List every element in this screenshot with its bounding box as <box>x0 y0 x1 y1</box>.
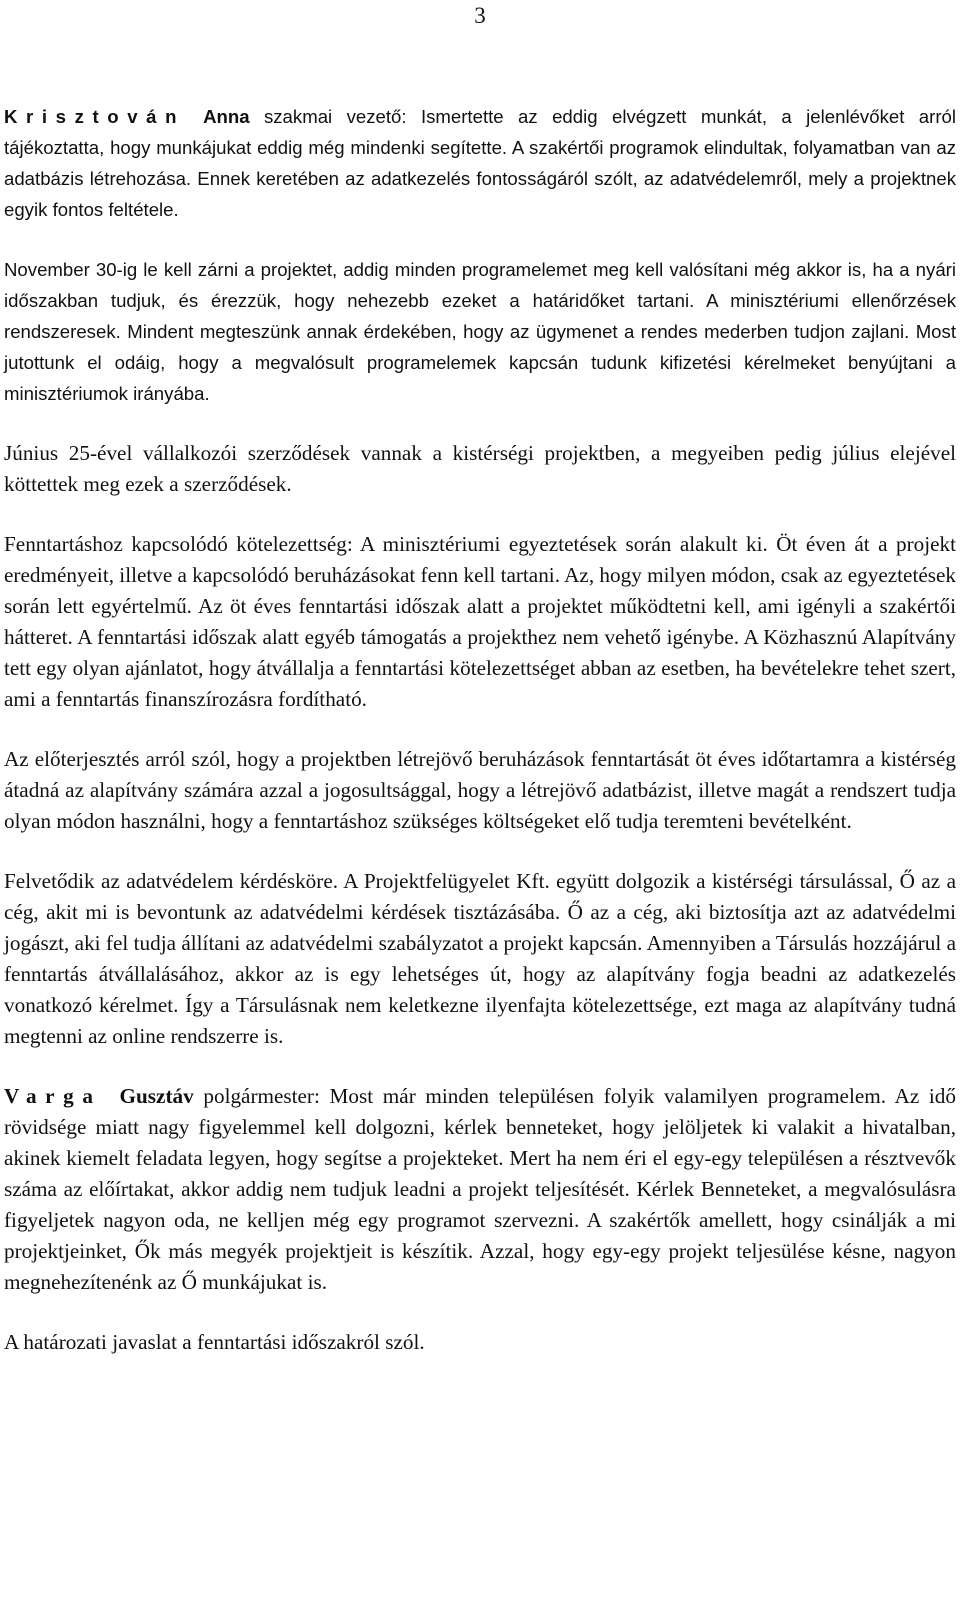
paragraph-resolution-proposal: A határozati javaslat a fenntartási időszakról szól. <box>4 1330 425 1354</box>
paragraph-text: polgármester: Most már minden településen folyik valamilyen programelem. Az idő rövidsége miatt nagy figyelemmel kell dolgozni, kérlek benneteket, hogy jelöljetek ki valakit a hivatalban, akinek kiemelt feladata legyen, hogy segítse a projekteket. Mert ha nem éri el egy-egy településen a résztvevők száma az előírtakat, akkor addig nem tudjuk leadni a projekt teljesítését. Kérlek Benneteket, a megvalósulásra figyeljetek nagyon oda, ne kelljen még egy programot szervezni. A szakértők amellett, hogy csinálják a mi projektjeinket, Ők más megyék projektjeit is készítik. Azzal, hogy egy-egy projekt teljesülése késne, nagyon megnehezítenénk az Ő munkájukat is. <box>4 1084 956 1294</box>
paragraph-varga-statement <box>4 1081 956 1298</box>
paragraph-krisztovan-report <box>4 101 956 225</box>
paragraph-deadline: November 30-ig le kell zárni a projektet, addig minden programelemet meg kell valósítani még akkor is, ha a nyári időszakban tudjuk, és érezzük, hogy nehezebb ezeket a határidőket tartani. A minisztériumi ellenőrzések rendszeresek. Mindent megteszünk annak érdekében, hogy az ügymenet a rendes mederben tudjon zajlani. Most jutottunk el odáig, hogy a megvalósult programelemek kapcsán tudunk kifizetési kérelmeket benyújtani a minisztériumok irányába. <box>4 259 956 404</box>
paragraph-text: szakmai vezető: Ismertette az eddig elvégzett munkát, a jelenlévőket arról tájékoztatta, hogy munkájukat eddig még mindenki segítette. A szakértői programok elindultak, folyamatban van az adatbázis létrehozása. Ennek keretében az adatkezelés fontosságáról szólt, az adatvédelemről, mely a projektnek egyik fontos feltétele. <box>4 106 956 220</box>
paragraph-proposal: Az előterjesztés arról szól, hogy a projektben létrejövő beruházások fenntartását öt éves időtartamra a kistérség átadná az alapítvány számára azzal a jogosultsággal, hogy a létrejövő adatbázist, illetve magát a rendszert tudja olyan módon használni, hogy a fenntartáshoz szükséges költségeket elő tudja teremteni bevételként. <box>4 747 956 833</box>
speaker-firstname: Gusztáv <box>119 1084 194 1108</box>
speaker-firstname: Anna <box>203 106 250 127</box>
paragraph-maintenance-obligation: Fenntartáshoz kapcsolódó kötelezettség: A minisztériumi egyeztetések során alakult ki. Öt éven át a projekt eredményeit, illetve a kapcsolódó beruházásokat fenn kell tartani. Az, hogy milyen módon, csak az egyeztetések során lett egyértelmű. Az öt éves fenntartási időszak alatt a projektet működtetni kell, ami igényli a szakértői hátteret. A fenntartási időszak alatt egyéb támogatás a projekthez nem vehető igénybe. A Közhasznú Alapítvány tett egy olyan ajánlatot, hogy átvállalja a fenntartási kötelezettséget abban az esetben, ha bevételekre tehet szert, ami a fenntartás finanszírozásra fordítható. <box>4 532 956 711</box>
document-body <box>4 101 956 1387</box>
paragraph-data-protection: Felvetődik az adatvédelem kérdésköre. A Projektfelügyelet Kft. együtt dolgozik a kistérségi társulással, Ő az a cég, akit mi is bevontunk az adatvédelmi kérdések tisztázásába. Ő az a cég, aki biztosítja azt az adatvédelmi jogászt, aki fel tudja állítani az adatvédelmi szabályzatot a projekt kapcsán. Amennyiben a Társulás hozzájárul a fenntartás átvállalásához, akkor az is egy lehetséges út, hogy az alapítvány fogja beadni az adatkezelés vonatkozó kérelmet. Így a Társulásnak nem keletkezne ilyenfajta kötelezettsége, ezt maga az alapítvány tudná megtenni az online rendszerre is. <box>4 869 956 1048</box>
speaker-surname: Varga <box>4 1084 102 1108</box>
paragraph-contracts: Június 25-ével vállalkozói szerződések vannak a kistérségi projektben, a megyeiben pedig július elejével köttettek meg ezek a szerződések. <box>4 441 956 496</box>
speaker-surname: Krisztován <box>4 106 186 127</box>
page-number: 3 <box>474 3 486 28</box>
